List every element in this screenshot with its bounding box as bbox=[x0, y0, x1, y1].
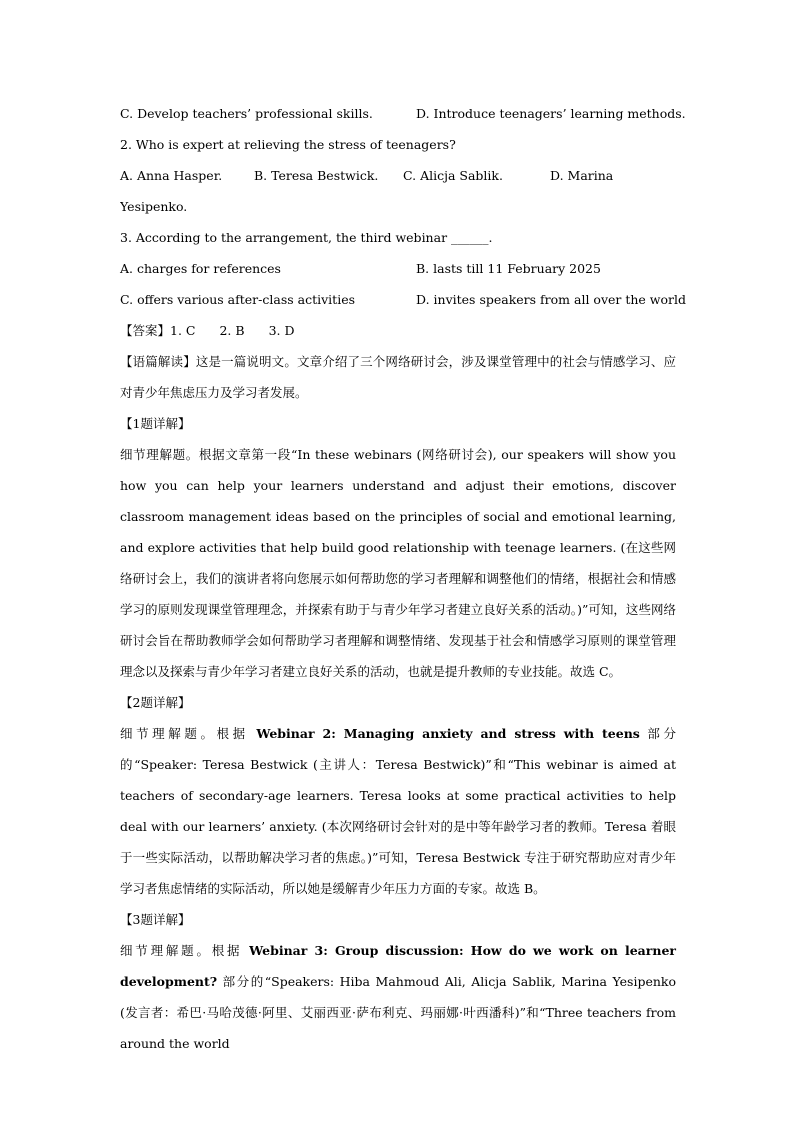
q1-options-cd bbox=[120, 98, 686, 129]
q2-option-b: B. Teresa Bestwick. bbox=[254, 168, 379, 183]
q3-option-a: A. charges for references bbox=[120, 261, 281, 276]
q1-option-d: D. Introduce teenagers’ learning methods. bbox=[416, 106, 686, 121]
detail3-paragraph bbox=[120, 935, 676, 1059]
q3-stem: 3. According to the arrangement, the third webinar ______. bbox=[120, 230, 493, 245]
detail3-webinar-title: Webinar 3: Group discussion: How do we work on learner development? bbox=[120, 943, 676, 989]
answer-label: 【答案】 bbox=[120, 323, 171, 338]
q3-options-cd bbox=[120, 284, 686, 315]
answer-1: 1. C bbox=[170, 323, 196, 338]
detail3-heading: 【3题详解】 bbox=[120, 912, 191, 927]
detail3-pre: 细节理解题。根据 bbox=[120, 943, 250, 958]
q3-option-b: B. lasts till 11 February 2025 bbox=[416, 261, 601, 276]
q2-options bbox=[120, 160, 676, 191]
reading-paragraph bbox=[120, 346, 676, 408]
detail2-heading: 【2题详解】 bbox=[120, 695, 191, 710]
q2-option-d: D. Marina bbox=[550, 168, 614, 183]
detail1-heading: 【1题详解】 bbox=[120, 416, 191, 431]
detail3-post: 部分的“Speakers: Hiba Mahmoud Ali, Alicja Sablik, Marina Yesipenko (发言者：希巴·马哈茂德·阿里、艾丽西亚·萨布利克、玛丽娜·叶西潘科)”和“Three teachers from around the world bbox=[120, 974, 676, 1051]
detail2-paragraph bbox=[120, 718, 676, 904]
detail2-webinar-title: Webinar 2: Managing anxiety and stress with teens bbox=[256, 726, 640, 741]
detail2-pre: 细节理解题。根据 bbox=[120, 726, 257, 741]
detail1-text: 细节理解题。根据文章第一段“In these webinars (网络研讨会), our speakers will show you how you can help your learners understand and adjust their emotions, discover classroom management ideas based on the principles of social and emotional learning, and explore activities that help build good relationship with teenage learners. (在这些网络研讨会上，我们的演讲者将向您展示如何帮助您的学习者理解和调整他们的情绪，根据社会和情感学习的原则发现课堂管理理念，并探索有助于与青少年学习者建立良好关系的活动。)”可知，这些网络研讨会旨在帮助教师学会如何帮助学习者理解和调整情绪、发现基于社会和情感学习原则的课堂管理理念以及探索与青少年学习者建立良好关系的活动，也就是提升教师的专业技能。故选 C。 bbox=[120, 447, 676, 679]
reading-text: 这是一篇说明文。文章介绍了三个网络研讨会，涉及课堂管理中的社会与情感学习、应对青少年焦虑压力及学习者发展。 bbox=[120, 354, 676, 400]
q2-option-d-cont: Yesipenko. bbox=[120, 199, 188, 214]
answer-3: 3. D bbox=[268, 323, 295, 338]
detail2-post: 部分的“Speaker: Teresa Bestwick (主讲人：Teresa Bestwick)”和“This webinar is aimed at teachers of secondary-age learners. Teresa looks at some practical activities to help deal with our learners’ anxiety. (本次网络研讨会针对的是中等年龄学习者的教师。Teresa 着眼于一些实际活动，以帮助解决学习者的焦虑。)”可知，Teresa Bestwick 专注于研究帮助应对青少年学习者焦虑情绪的实际活动，所以她是缓解青少年压力方面的专家。故选 B。 bbox=[120, 726, 676, 896]
q3-options-ab bbox=[120, 253, 676, 284]
q2-option-a: A. Anna Hasper. bbox=[120, 168, 223, 183]
q1-option-c: C. Develop teachers’ professional skills. bbox=[120, 106, 373, 121]
q3-option-d: D. invites speakers from all over the world bbox=[416, 292, 686, 307]
answer-line bbox=[120, 315, 676, 346]
q3-option-c: C. offers various after-class activities bbox=[120, 292, 356, 307]
q2-stem: 2. Who is expert at relieving the stress of teenagers? bbox=[120, 137, 456, 152]
reading-label: 【语篇解读】 bbox=[120, 354, 196, 369]
q2-option-c: C. Alicja Sablik. bbox=[403, 168, 503, 183]
answer-2: 2. B bbox=[219, 323, 245, 338]
document-page bbox=[120, 98, 686, 1059]
